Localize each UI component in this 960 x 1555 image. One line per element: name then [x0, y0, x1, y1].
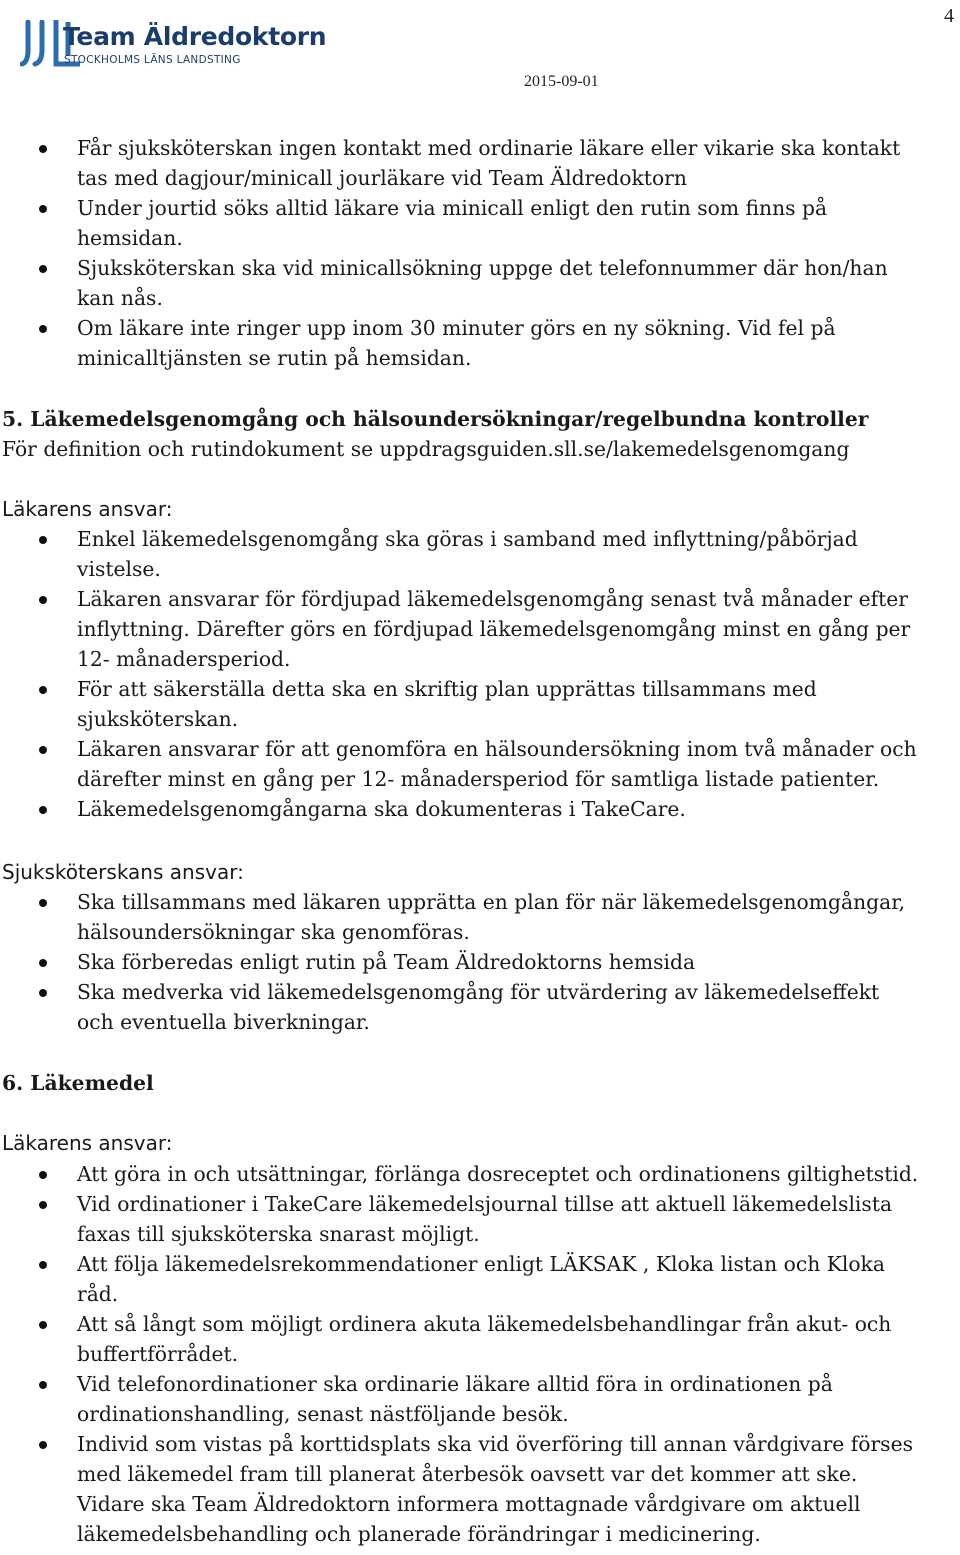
- list-item-line: sjuksköterskan.: [77, 707, 239, 731]
- list-item-line: vistelse.: [77, 557, 161, 581]
- list-item-line: Vidare ska Team Äldredoktorn informera mottagnade vårdgivare om aktuell: [77, 1492, 861, 1516]
- list-item-line: Ska förberedas enligt rutin på Team Äldredoktorns hemsida: [77, 950, 696, 974]
- list-item-line: Att så långt som möjligt ordinera akuta läkemedelsbehandlingar från akut- och: [77, 1312, 892, 1336]
- list-item: [0, 1159, 960, 1189]
- section-5-nurse-heading: Sjuksköterskans ansvar:: [2, 860, 244, 884]
- list-item: [0, 1189, 960, 1249]
- section-6-doctor-heading: Läkarens ansvar:: [2, 1131, 173, 1155]
- list-item: [0, 794, 960, 824]
- list-item-line: faxas till sjuksköterska snarast möjligt.: [77, 1222, 480, 1246]
- intro-bullet-list: [0, 133, 960, 373]
- list-item: [0, 193, 960, 253]
- list-item-line: hälsoundersökningar ska genomföras.: [77, 920, 470, 944]
- list-item-line: och eventuella biverkningar.: [77, 1010, 370, 1034]
- list-item-line: ordinationshandling, senast nästföljande besök.: [77, 1402, 569, 1426]
- list-item: [0, 584, 960, 674]
- list-item-line: Att följa läkemedelsrekommendationer enligt LÄKSAK , Kloka listan och Kloka: [77, 1252, 885, 1276]
- list-item-line: tas med dagjour/minicall jourläkare vid Team Äldredoktorn: [77, 166, 687, 190]
- list-item: [0, 133, 960, 193]
- list-item-line: minicalltjänsten se rutin på hemsidan.: [77, 346, 472, 370]
- list-item-line: buffertförrådet.: [77, 1342, 239, 1366]
- list-item-line: inflyttning. Därefter görs en fördjupad läkemedelsgenomgång minst en gång per: [77, 617, 911, 641]
- list-item: [0, 524, 960, 584]
- list-item: [0, 674, 960, 734]
- list-item-line: Om läkare inte ringer upp inom 30 minuter görs en ny sökning. Vid fel på: [77, 316, 836, 340]
- list-item-line: Ska medverka vid läkemedelsgenomgång för utvärdering av läkemedelseffekt: [77, 980, 880, 1004]
- list-item-line: Individ som vistas på korttidsplats ska vid överföring till annan vårdgivare förses: [77, 1432, 913, 1456]
- list-item-line: 12- månadersperiod.: [77, 647, 291, 671]
- section-6-heading: 6. Läkemedel: [2, 1071, 154, 1095]
- list-item: [0, 1429, 960, 1549]
- list-item-line: Under jourtid söks alltid läkare via minicall enligt den rutin som finns på: [77, 196, 828, 220]
- logo-title-text: Team Äldredoktorn: [63, 22, 327, 51]
- list-item: [0, 887, 960, 947]
- page-number: 4: [944, 5, 954, 27]
- list-item-line: Läkemedelsgenomgångarna ska dokumenteras i TakeCare.: [77, 797, 686, 821]
- list-item-line: råd.: [77, 1282, 119, 1306]
- list-item: [0, 977, 960, 1037]
- list-item: [0, 1249, 960, 1309]
- list-item-line: hemsidan.: [77, 226, 183, 250]
- list-item-line: Får sjuksköterskan ingen kontakt med ordinarie läkare eller vikarie ska kontakt: [77, 136, 901, 160]
- list-item: [0, 313, 960, 373]
- list-item-line: Sjuksköterskan ska vid minicallsökning uppge det telefonnummer där hon/han: [77, 256, 888, 280]
- list-item-line: Vid ordinationer i TakeCare läkemedelsjournal tillse att aktuell läkemedelslista: [77, 1192, 893, 1216]
- section-6-doctor-list: [0, 1159, 960, 1549]
- list-item-line: Att göra in och utsättningar, förlänga dosreceptet och ordinationens giltighetstid.: [77, 1162, 919, 1186]
- section-5-doctor-heading: Läkarens ansvar:: [2, 497, 173, 521]
- document-date: 2015-09-01: [524, 73, 599, 90]
- list-item-line: läkemedelsbehandling och planerade förändringar i medicinering.: [77, 1522, 761, 1546]
- list-item-line: med läkemedel fram till planerat återbesök oavsett var det kommer att ske.: [77, 1462, 858, 1486]
- list-item-line: För att säkerställa detta ska en skriftig plan upprättas tillsammans med: [77, 677, 817, 701]
- list-item-line: Läkaren ansvarar för att genomföra en hälsoundersökning inom två månader och: [77, 737, 917, 761]
- list-item-line: Vid telefonordinationer ska ordinarie läkare alltid föra in ordinationen på: [77, 1372, 833, 1396]
- section-5-doctor-list: [0, 524, 960, 824]
- list-item: [0, 947, 960, 977]
- list-item-line: kan nås.: [77, 286, 163, 310]
- section-5-heading: 5. Läkemedelsgenomgång och hälsoundersökningar/regelbundna kontroller: [2, 407, 869, 431]
- list-item: [0, 734, 960, 794]
- list-item-line: därefter minst en gång per 12- månadersperiod för samtliga listade patienter.: [77, 767, 880, 791]
- logo-subtitle-text: STOCKHOLMS LÄNS LANDSTING: [64, 54, 241, 66]
- section-5-nurse-list: [0, 887, 960, 1037]
- section-5-definition: För definition och rutindokument se uppdragsguiden.sll.se/lakemedelsgenomgang: [2, 437, 850, 461]
- list-item-line: Enkel läkemedelsgenomgång ska göras i samband med inflyttning/påbörjad: [77, 527, 858, 551]
- list-item: [0, 253, 960, 313]
- list-item-line: Ska tillsammans med läkaren upprätta en plan för när läkemedelsgenomgångar,: [77, 890, 906, 914]
- list-item: [0, 1369, 960, 1429]
- list-item: [0, 1309, 960, 1369]
- list-item-line: Läkaren ansvarar för fördjupad läkemedelsgenomgång senast två månader efter: [77, 587, 909, 611]
